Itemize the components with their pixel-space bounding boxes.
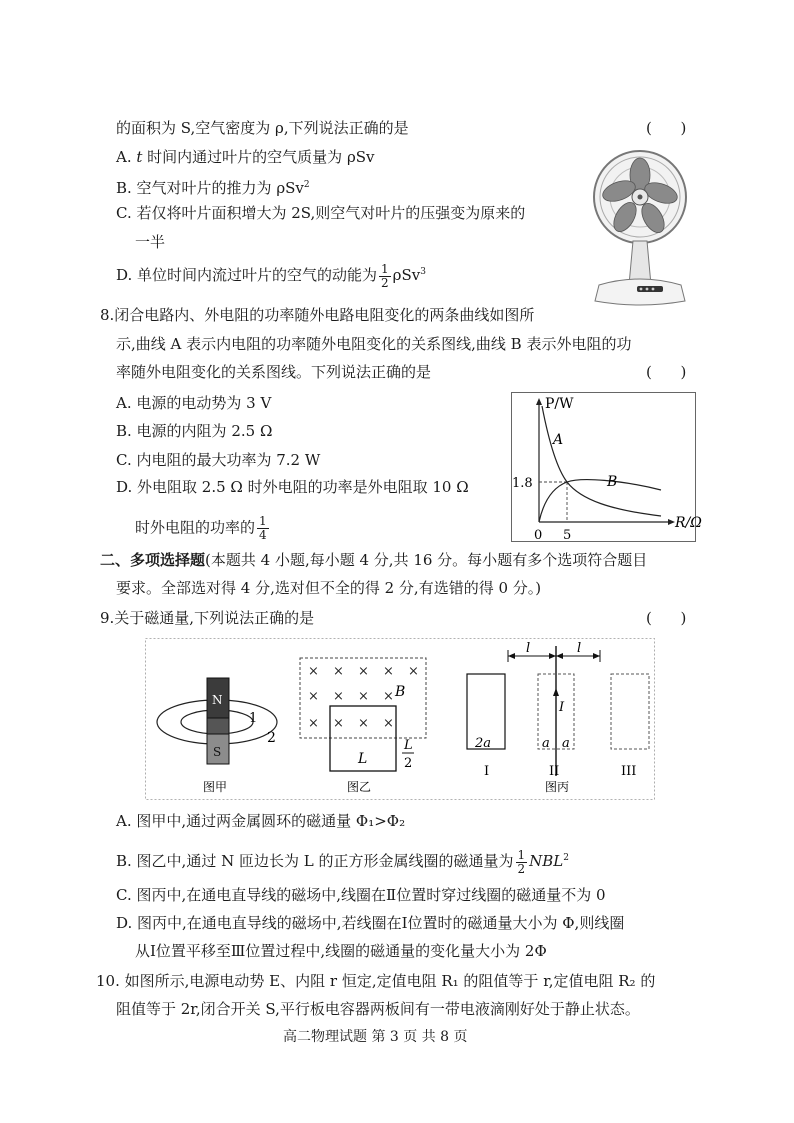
position-1-label: I xyxy=(484,764,490,779)
figure-jia-caption: 图甲 xyxy=(203,780,228,794)
q8-option-c[interactable]: C. 内电阻的最大功率为 7.2 W xyxy=(116,451,321,469)
y-axis-label: P/W xyxy=(545,396,574,412)
svg-text:×: × xyxy=(358,716,369,731)
ring-1-label: 1 xyxy=(249,711,258,726)
svg-text:×: × xyxy=(333,664,344,679)
page-footer: 高二物理试题 第 3 页 共 8 页 xyxy=(283,1029,468,1045)
q7-option-a[interactable]: A. t 时间内通过叶片的空气质量为 ρSv xyxy=(116,148,375,166)
q9-figures xyxy=(145,638,655,800)
svg-text:×: × xyxy=(358,664,369,679)
fraction-one-half-b: $\frac{1}{2}$ xyxy=(517,847,526,876)
magnet-s-label: S xyxy=(213,745,222,759)
ring-2-label: 2 xyxy=(267,730,276,746)
width-2a-label: 2a xyxy=(475,736,492,751)
q7-option-c-line2: 一半 xyxy=(135,233,166,251)
x-tick-5: 5 xyxy=(563,528,572,543)
q7-answer-paren: ( ) xyxy=(646,119,687,137)
field-b-label: B xyxy=(395,684,406,700)
position-3-label: III xyxy=(621,764,637,779)
current-i-label: I xyxy=(559,700,565,715)
q8-option-b[interactable]: B. 电源的内阻为 2.5 Ω xyxy=(116,422,273,440)
side-l-label: L xyxy=(358,751,368,767)
q8-line3: 率随外电阻变化的关系图线。下列说法正确的是 xyxy=(116,363,432,381)
half-a-left: a xyxy=(542,736,550,751)
svg-text:×: × xyxy=(333,689,344,704)
svg-text:×: × xyxy=(358,689,369,704)
magnet-n-label: N xyxy=(212,693,223,707)
power-resistance-graph xyxy=(511,392,702,543)
q8-line2: 示,曲线 A 表示内电阻的功率随外电阻变化的关系图线,曲线 B 表示外电阻的功 xyxy=(116,335,632,353)
x-axis-label: R/Ω xyxy=(675,515,702,531)
svg-text:×: × xyxy=(333,716,344,731)
fan-image xyxy=(585,145,695,310)
section2-heading-line2: 要求。全部选对得 4 分,选对但不全的得 2 分,有选错的得 0 分。) xyxy=(116,579,542,597)
half-l-denominator: 2 xyxy=(404,756,413,771)
q8-line1: 8.闭合电路内、外电阻的功率随外电路电阻变化的两条曲线如图所 xyxy=(100,306,535,324)
half-a-right: a xyxy=(562,736,570,751)
q10-line2: 阻值等于 2r,闭合开关 S,平行板电容器两板间有一带电液滴刚好处于静止状态。 xyxy=(116,1000,640,1018)
q7-option-d[interactable]: D. 单位时间内流过叶片的空气的动能为 $\frac{1}{2}$ ρSv$^3$ xyxy=(116,261,426,290)
svg-text:×: × xyxy=(408,664,419,679)
q8-option-d-line1[interactable]: D. 外电阻取 2.5 Ω 时外电阻的功率是外电阻取 10 Ω xyxy=(116,478,469,496)
figure-bing-caption: 图丙 xyxy=(545,780,570,794)
curve-a-label: A xyxy=(553,432,564,448)
svg-text:×: × xyxy=(308,716,319,731)
curve-b-label: B xyxy=(607,474,618,490)
svg-text:×: × xyxy=(308,689,319,704)
q7-stem-tail: 的面积为 S,空气密度为 ρ,下列说法正确的是 xyxy=(116,119,409,137)
distance-l-right: l xyxy=(577,641,582,656)
figure-yi-caption: 图乙 xyxy=(347,780,372,794)
q9-option-a[interactable]: A. 图甲中,通过两金属圆环的磁通量 Φ₁>Φ₂ xyxy=(116,812,406,830)
q9-option-c[interactable]: C. 图丙中,在通电直导线的磁场中,线圈在Ⅱ位置时穿过线圈的磁通量不为 0 xyxy=(116,886,606,904)
q7-option-b[interactable]: B. 空气对叶片的推力为 ρSv$^2$ xyxy=(116,179,310,197)
x-tick-0: 0 xyxy=(534,528,543,543)
svg-text:×: × xyxy=(308,664,319,679)
fraction-one-quarter: $\frac{1}{4}$ xyxy=(259,514,267,542)
q8-answer-paren: ( ) xyxy=(646,363,687,381)
fraction-one-half: $\frac{1}{2}$ xyxy=(381,261,389,290)
q9-stem: 9.关于磁通量,下列说法正确的是 xyxy=(100,609,315,627)
q7-option-c-line1[interactable]: C. 若仅将叶片面积增大为 2S,则空气对叶片的压强变为原来的 xyxy=(116,204,526,222)
q9-option-b[interactable]: B. 图乙中,通过 N 匝边长为 L 的正方形金属线圈的磁通量为 $\frac{1}{2}$ NBL$^2$ xyxy=(116,847,569,876)
q8-option-d-line2: 时外电阻的功率的 $\frac{1}{4}$ xyxy=(135,514,267,542)
q10-line1: 10. 如图所示,电源电动势 E、内阻 r 恒定,定值电阻 R₁ 的阻值等于 r,定值电阻 R₂ 的 xyxy=(96,972,656,990)
svg-text:×: × xyxy=(383,664,394,679)
section2-heading-line1: 二、多项选择题(本题共 4 小题,每小题 4 分,共 16 分。每小题有多个选项符合题目 xyxy=(100,551,648,569)
q9-answer-paren: ( ) xyxy=(646,609,687,627)
distance-l-left: l xyxy=(526,641,531,656)
q8-option-a[interactable]: A. 电源的电动势为 3 V xyxy=(116,394,272,412)
svg-text:×: × xyxy=(383,689,394,704)
svg-text:×: × xyxy=(383,716,394,731)
y-tick-1-8: 1.8 xyxy=(512,476,533,491)
position-2-label: II xyxy=(549,764,560,779)
half-l-numerator: L xyxy=(404,738,413,753)
q9-option-d-line2: 从Ⅰ位置平移至Ⅲ位置过程中,线圈的磁通量的变化量大小为 2Φ xyxy=(135,942,547,960)
q9-option-d-line1[interactable]: D. 图丙中,在通电直导线的磁场中,若线圈在Ⅰ位置时的磁通量大小为 Φ,则线圈 xyxy=(116,914,625,932)
